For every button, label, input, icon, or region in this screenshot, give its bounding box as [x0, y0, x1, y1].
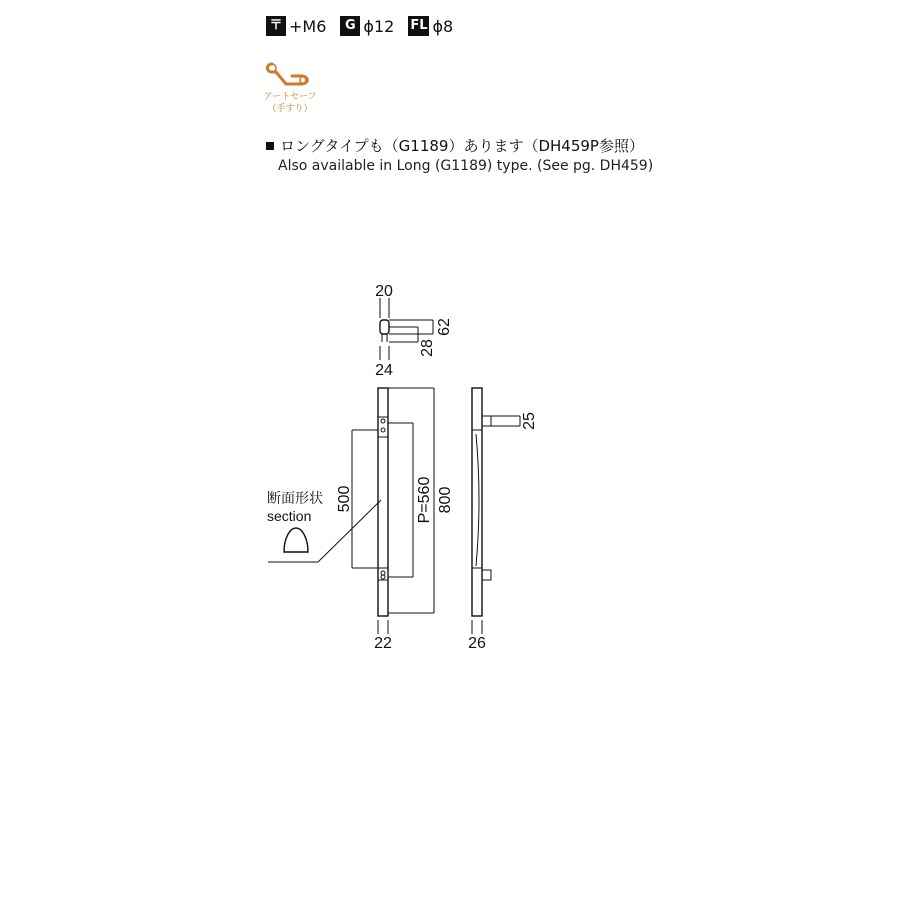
screw-icon: 〒 — [266, 16, 286, 36]
art-safe-sublabel: （手すり） — [267, 104, 313, 114]
section-profile-shape — [284, 528, 308, 552]
section-label-en: section — [267, 508, 312, 524]
dim-grip-length: 500 — [336, 485, 353, 513]
dim-length: 800 — [437, 486, 454, 514]
dim-bottom-left: 22 — [374, 635, 392, 652]
g-spec: ϕ12 — [363, 16, 395, 36]
fl-spec: ϕ8 — [432, 16, 454, 36]
dim-top-bottom: 24 — [375, 362, 393, 379]
dim-bottom-right: 26 — [468, 635, 486, 652]
note-jp: ロングタイプも（G1189）あります（DH459P参照） — [280, 137, 644, 155]
dim-top-depth: 62 — [436, 318, 453, 336]
fl-icon: FL — [408, 16, 429, 36]
dim-top-width: 20 — [375, 283, 393, 300]
dim-side-post: 25 — [521, 412, 538, 430]
g-icon: G — [340, 16, 360, 36]
screw-spec: +M6 — [289, 16, 327, 36]
dim-top-offset: 28 — [419, 339, 436, 357]
section-label-jp: 断面形状 — [267, 490, 323, 506]
dim-pitch: P=560 — [416, 476, 433, 524]
art-safe-label: アートセーフ — [263, 92, 317, 102]
side-view — [472, 388, 520, 634]
note-en: Also available in Long (G1189) type. (See pg. DH459) — [278, 158, 654, 174]
